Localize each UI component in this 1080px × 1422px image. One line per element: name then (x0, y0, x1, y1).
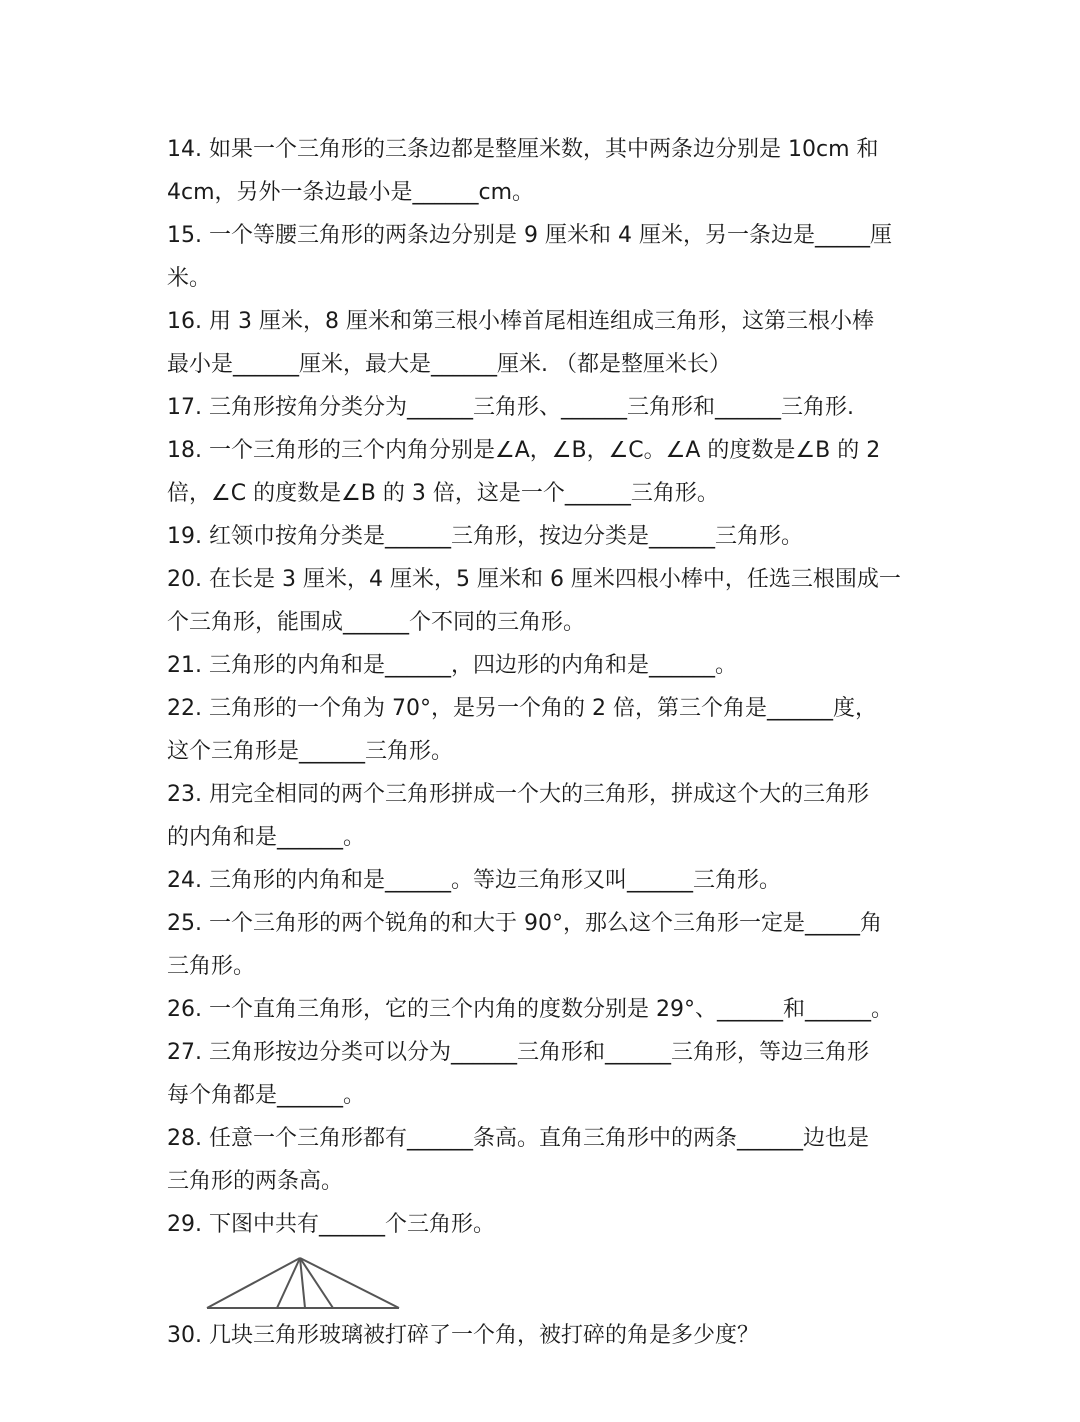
question-line: 4cm，另外一条边最小是______cm。 (167, 180, 535, 205)
question-line: 个三角形，能围成______个不同的三角形。 (167, 610, 586, 635)
question-line: 24. 三角形的内角和是______。等边三角形又叫______三角形。 (167, 868, 781, 893)
triangle-figure (167, 1246, 937, 1314)
question-line: 三角形。 (167, 954, 256, 979)
triangle-diagram-icon (205, 1252, 405, 1312)
left-side (207, 1258, 300, 1308)
question-line: 最小是______厘米，最大是______厘米. （都是整厘米长） (167, 352, 731, 377)
worksheet-page (167, 128, 937, 1357)
question-line: 这个三角形是______三角形。 (167, 739, 454, 764)
question-line: 19. 红领巾按角分类是______三角形，按边分类是______三角形。 (167, 524, 803, 549)
question-line: 26. 一个直角三角形，它的三个内角的度数分别是 29°、______和______。 (167, 997, 893, 1022)
right-side (300, 1258, 399, 1308)
question-30: 30. 几块三角形玻璃被打碎了一个角，被打碎的角是多少度？ (167, 1323, 759, 1348)
question-line: 27. 三角形按边分类可以分为______三角形和______三角形，等边三角形 (167, 1040, 869, 1065)
question-line: 每个角都是______。 (167, 1083, 366, 1108)
question-line: 29. 下图中共有______个三角形。 (167, 1212, 495, 1237)
question-line: 的内角和是______。 (167, 825, 366, 850)
question-line: 16. 用 3 厘米，8 厘米和第三根小棒首尾相连组成三角形，这第三根小棒 (167, 309, 874, 334)
question-line: 15. 一个等腰三角形的两条边分别是 9 厘米和 4 厘米，另一条边是_____厘 (167, 223, 892, 248)
question-line: 21. 三角形的内角和是______，四边形的内角和是______。 (167, 653, 737, 678)
question-line: 28. 任意一个三角形都有______条高。直角三角形中的两条______边也是 (167, 1126, 869, 1151)
question-line: 18. 一个三角形的三个内角分别是∠A，∠B，∠C。∠A 的度数是∠B 的 2 (167, 438, 881, 463)
question-line: 25. 一个三角形的两个锐角的和大于 90°，那么这个三角形一定是_____角 (167, 911, 882, 936)
question-list (167, 128, 937, 1246)
question-line: 20. 在长是 3 厘米，4 厘米，5 厘米和 6 厘米四根小棒中，任选三根围成一 (167, 567, 901, 592)
question-line: 22. 三角形的一个角为 70°，是另一个角的 2 倍，第三个角是______度， (167, 696, 877, 721)
question-line: 倍，∠C 的度数是∠B 的 3 倍，这是一个______三角形。 (167, 481, 719, 506)
question-line: 三角形的两条高。 (167, 1169, 344, 1194)
inner-line-1 (277, 1258, 300, 1308)
question-line: 23. 用完全相同的两个三角形拼成一个大的三角形，拼成这个大的三角形 (167, 782, 869, 807)
question-line: 米。 (167, 266, 212, 291)
question-line: 17. 三角形按角分类分为______三角形、______三角形和______三角形. (167, 395, 854, 420)
question-line: 14. 如果一个三角形的三条边都是整厘米数，其中两条边分别是 10cm 和 (167, 137, 879, 162)
